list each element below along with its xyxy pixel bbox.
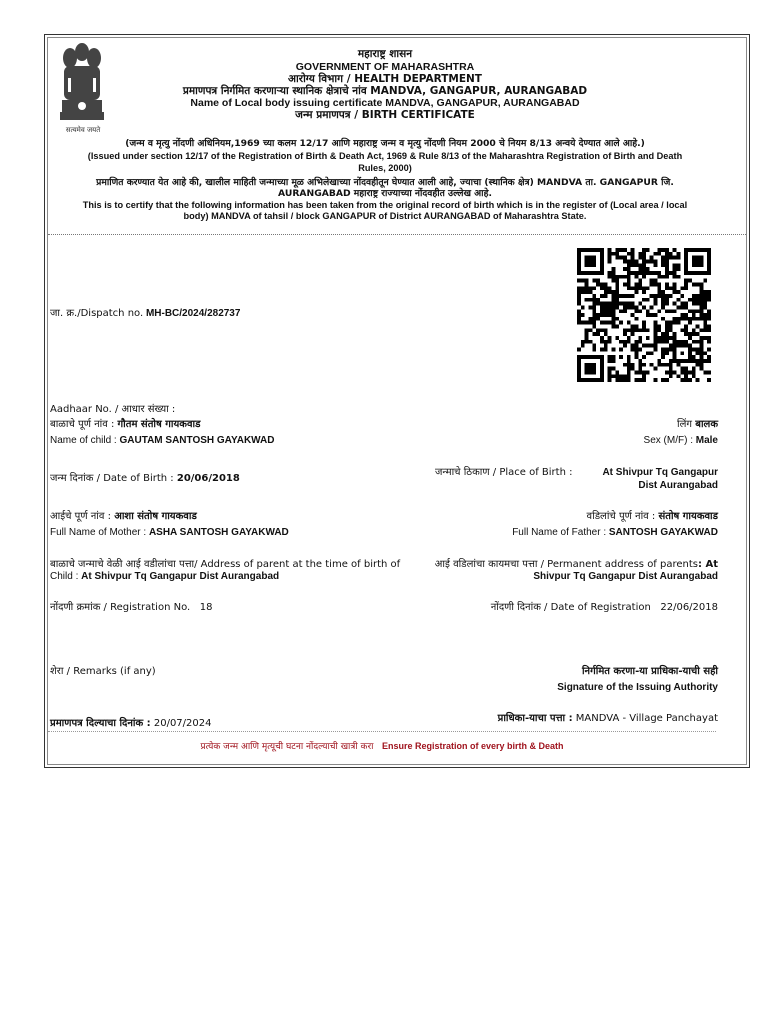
mother-name-marathi-value: आशा संतोष गायकवाड	[114, 511, 197, 522]
authority-address-label: प्राधिका-याचा पत्ता :	[497, 713, 573, 724]
sex-marathi-value: बालक	[695, 419, 718, 430]
act-reference-english-line2: Rules, 2000)	[358, 163, 412, 173]
birth-address-value: At Shivpur Tq Gangapur Dist Aurangabad	[81, 571, 280, 582]
sex-english	[644, 434, 718, 447]
registration-number	[50, 601, 212, 614]
father-name-english	[512, 526, 718, 539]
emblem-motto: सत्यमेव जयते	[65, 126, 101, 134]
registration-date	[491, 601, 718, 614]
child-name-english-value: GAUTAM SANTOSH GAYAKWAD	[119, 435, 275, 446]
father-name-marathi-label: वडिलांचे पूर्ण नांव :	[586, 511, 656, 522]
child-name-english-label: Name of child :	[50, 435, 117, 446]
certificate-title: जन्म प्रमाणपत्र / BIRTH CERTIFICATE	[295, 109, 475, 121]
sex-english-value: Male	[695, 435, 718, 446]
authority-signature-marathi: निर्गमित करणा-या प्राधिका-याची सही	[581, 666, 718, 677]
child-name-marathi	[50, 418, 200, 431]
mother-name-english-label: Full Name of Mother :	[50, 527, 147, 538]
birth-address-label-line2: Child :	[50, 571, 79, 582]
mother-name-marathi	[50, 510, 197, 523]
place-of-birth-line2: Dist Aurangabad	[638, 480, 718, 491]
issue-date-label: प्रमाणपत्र दिल्याचा दिनांक :	[50, 718, 151, 729]
certification-english-line1: This is to certify that the following information has been taken from the original record of birth which is in the register of (Local area / local	[82, 200, 688, 210]
dispatch-value: MH-BC/2024/282737	[145, 308, 241, 319]
aadhaar-label: Aadhaar No. / आधार संख्या :	[50, 404, 176, 415]
local-body-marathi: प्रमाणपत्र निर्गमित करणाऱ्या स्थानिक क्षेत्राचे नांव MANDVA, GANGAPUR, AURANGABAD	[182, 85, 588, 97]
certification-english-line2: body) MANDVA of tahsil / block GANGAPUR of District AURANGABAD of Maharashtra State.	[183, 211, 587, 221]
footer-banner	[48, 739, 716, 752]
sex-marathi	[677, 418, 718, 431]
child-name-english	[50, 434, 275, 447]
father-name-marathi	[587, 510, 718, 523]
state-name-english: GOVERNMENT OF MAHARASHTRA	[295, 61, 475, 73]
footer-marathi: प्रत्येक जन्म आणि मृत्यूची घटना नोंदल्याची खात्री करा	[200, 742, 374, 752]
registration-number-value: 18	[199, 602, 213, 613]
issue-date	[50, 717, 211, 730]
dispatch-number	[50, 307, 240, 320]
sex-english-label: Sex (M/F) :	[643, 435, 693, 446]
registration-date-value: 22/06/2018	[660, 602, 718, 613]
date-of-birth-value: 20/06/2018	[176, 473, 240, 484]
certification-marathi-line2: AURANGABAD महाराष्ट्र राज्याच्या नोंदवहीत उल्लेख आहे.	[278, 188, 492, 199]
footer-english: Ensure Registration of every birth & Death	[382, 741, 564, 751]
mother-name-english-value: ASHA SANTOSH GAYAKWAD	[148, 527, 289, 538]
act-reference-english-line1: (Issued under section 12/17 of the Registration of Birth & Death Act, 1969 & Rule 8/13 of the Maharashtra Registration of Birth and Death	[87, 151, 683, 161]
authority-signature-english: Signature of the Issuing Authority	[557, 682, 718, 693]
authority-address	[498, 712, 718, 725]
registration-date-label: नोंदणी दिनांक / Date of Registration	[490, 602, 651, 613]
footer-separator	[48, 731, 716, 732]
state-name-marathi: महाराष्ट्र शासन	[357, 48, 413, 60]
father-name-english-label: Full Name of Father :	[512, 527, 607, 538]
birth-address-label-line1: बाळाचे जन्माचे वेळी आई वडीलांचा पत्ता/ Address of parent at the time of birth of	[50, 559, 401, 570]
certification-marathi-line1: प्रमाणित करण्यात येत आहे की, खालील माहिती जन्माच्या मूळ अभिलेखाच्या नोंदवहीतून घेण्यात आली आहे, ज्याचा (स्थानिक क्षेत्र) MANDVA ता. GANGAPUR जि.	[96, 177, 674, 188]
date-of-birth-label: जन्म दिनांक / Date of Birth :	[50, 473, 174, 484]
birth-address	[50, 570, 279, 583]
issue-date-value: 20/07/2024	[153, 718, 212, 729]
place-of-birth-line1: At Shivpur Tq Gangapur	[602, 467, 718, 478]
mother-name-marathi-label: आईचे पूर्ण नांव :	[50, 511, 111, 522]
registration-number-label: नोंदणी क्रमांक / Registration No.	[50, 602, 191, 613]
permanent-address-label: आई वडिलांचा कायमचा पत्ता / Permanent address of parents	[434, 559, 698, 570]
sex-marathi-label: लिंग	[677, 419, 693, 430]
father-name-english-value: SANTOSH GAYAKWAD	[608, 527, 718, 538]
act-reference-marathi: (जन्म व मृत्यु नोंदणी अधिनियम,1969 च्या कलम 12/17 आणि महाराष्ट्र जन्म व मृत्यु नोंदणी नियम 2000 चे नियम 8/13 अन्वये देण्यात आले आहे.)	[125, 138, 645, 149]
qr-code[interactable]	[574, 248, 714, 382]
authority-address-value: MANDVA - Village Panchayat	[575, 713, 718, 724]
child-name-marathi-label: बाळाचे पूर्ण नांव :	[50, 419, 115, 430]
remarks-label: शेरा / Remarks (if any)	[50, 666, 156, 677]
permanent-address-value-line1: : At	[698, 559, 718, 570]
department-name: आरोग्य विभाग / HEALTH DEPARTMENT	[288, 73, 482, 85]
date-of-birth	[50, 472, 240, 485]
dispatch-label: जा. क्र./Dispatch no.	[50, 308, 144, 319]
header-separator	[48, 234, 746, 235]
local-body-english: Name of Local body issuing certificate MANDVA, GANGAPUR, AURANGABAD	[190, 97, 580, 109]
father-name-marathi-value: संतोष गायकवाड	[658, 511, 718, 522]
mother-name-english	[50, 526, 289, 539]
child-name-marathi-value: गौतम संतोष गायकवाड	[117, 419, 201, 430]
place-of-birth-label: जन्माचे ठिकाण / Place of Birth :	[435, 467, 573, 478]
permanent-address-value-line2: Shivpur Tq Gangapur Dist Aurangabad	[533, 571, 718, 582]
